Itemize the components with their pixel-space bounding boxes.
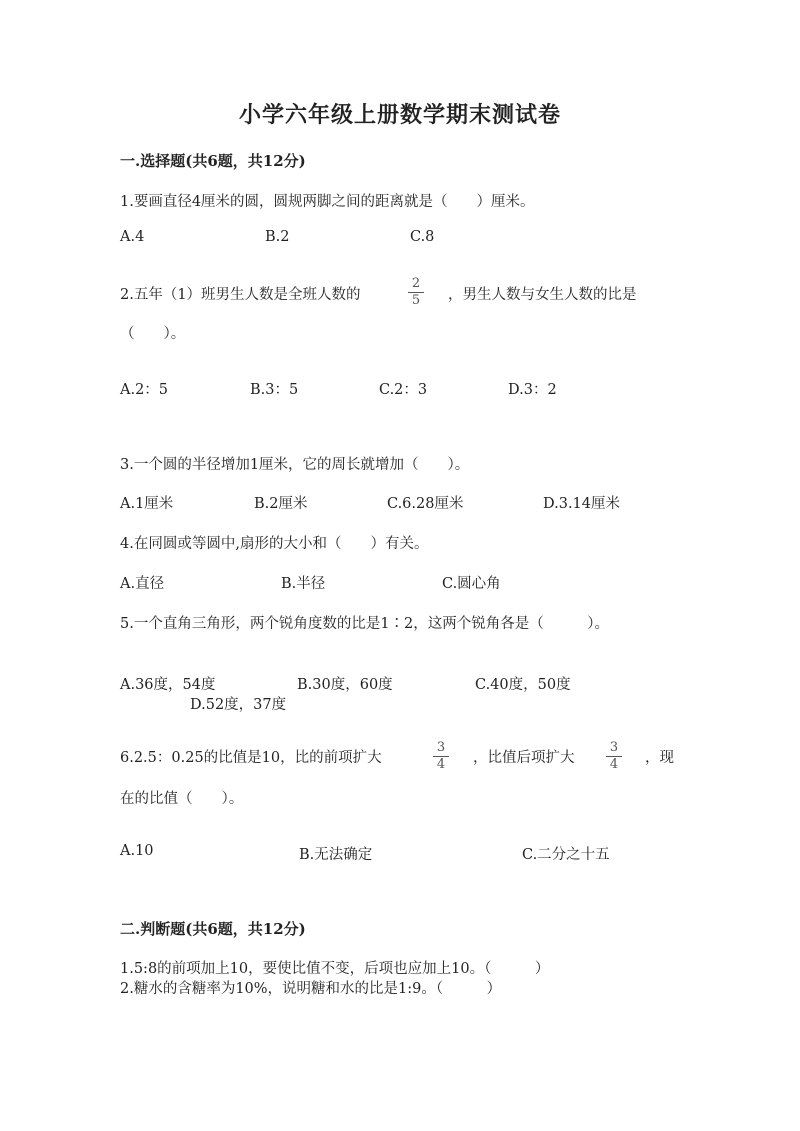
q5-option-a: A.36度，54度 bbox=[120, 677, 216, 693]
question-2-part1: 2.五年（1）班男生人数是全班人数的 bbox=[120, 287, 361, 303]
q2-fraction bbox=[408, 277, 424, 308]
q1-option-c: C.8 bbox=[410, 229, 435, 245]
q3-option-c: C.6.28厘米 bbox=[387, 496, 464, 512]
question-3: 3.一个圆的半径增加1厘米，它的周长就增加（ ）。 bbox=[120, 457, 470, 473]
q2-option-c: C.2：3 bbox=[379, 382, 428, 398]
q6-option-c: C.二分之十五 bbox=[522, 847, 610, 863]
judgment-question-1: 1.5:8的前项加上10，要使比值不变，后项也应加上10。（ ） bbox=[120, 961, 550, 977]
q6-fraction-2-numerator: 3 bbox=[609, 740, 619, 755]
q6-fraction-1 bbox=[433, 741, 449, 772]
q2-fraction-numerator: 2 bbox=[411, 276, 421, 291]
q6-option-b: B.无法确定 bbox=[299, 847, 373, 863]
question-4: 4.在同圆或等圆中,扇形的大小和（ ）有关。 bbox=[120, 536, 429, 552]
q6-fraction-2-denominator: 4 bbox=[609, 757, 619, 772]
question-6-part2: ，比值后项扩大 bbox=[473, 750, 575, 766]
q3-option-b: B.2厘米 bbox=[254, 496, 308, 512]
q4-option-b: B.半径 bbox=[281, 576, 326, 592]
question-6-line2: 在的比值（ ）。 bbox=[120, 791, 244, 807]
judgment-question-2: 2.糖水的含糖率为10%，说明糖和水的比是1:9。（ ） bbox=[120, 981, 502, 997]
q4-option-c: C.圆心角 bbox=[442, 576, 501, 592]
q2-option-b: B.3：5 bbox=[250, 382, 299, 398]
q6-fraction-1-numerator: 3 bbox=[436, 740, 446, 755]
question-1: 1.要画直径4厘米的圆，圆规两脚之间的距离就是（ ）厘米。 bbox=[120, 194, 535, 210]
page-title: 小学六年级上册数学期末测试卷 bbox=[238, 102, 561, 128]
q3-option-d: D.3.14厘米 bbox=[543, 496, 621, 512]
q1-option-b: B.2 bbox=[265, 229, 290, 245]
q6-fraction-1-denominator: 4 bbox=[436, 757, 446, 772]
q5-option-c: C.40度，50度 bbox=[475, 677, 571, 693]
q5-option-b: B.30度，60度 bbox=[297, 677, 393, 693]
question-2-part2: ，男生人数与女生人数的比是 bbox=[448, 287, 637, 303]
q2-fraction-denominator: 5 bbox=[411, 293, 421, 308]
q2-option-a: A.2：5 bbox=[120, 382, 169, 398]
question-6-part1: 6.2.5：0.25的比值是10，比的前项扩大 bbox=[120, 750, 382, 766]
section-heading-choice: 一.选择题(共6题，共12分) bbox=[120, 152, 306, 170]
q6-option-a: A.10 bbox=[120, 843, 154, 859]
q1-option-a: A.4 bbox=[120, 229, 145, 245]
question-2-line2: （ ）。 bbox=[120, 326, 186, 342]
q2-option-d: D.3：2 bbox=[508, 382, 557, 398]
question-5: 5.一个直角三角形，两个锐角度数的比是1∶2，这两个锐角各是（ ）。 bbox=[120, 616, 610, 632]
section-heading-judgment: 二.判断题(共6题，共12分) bbox=[120, 920, 306, 938]
q3-option-a: A.1厘米 bbox=[120, 496, 174, 512]
q5-option-d: D.52度，37度 bbox=[190, 697, 287, 713]
q4-option-a: A.直径 bbox=[120, 576, 165, 592]
question-6-part3: ，现 bbox=[645, 750, 674, 766]
q6-fraction-2 bbox=[606, 741, 622, 772]
